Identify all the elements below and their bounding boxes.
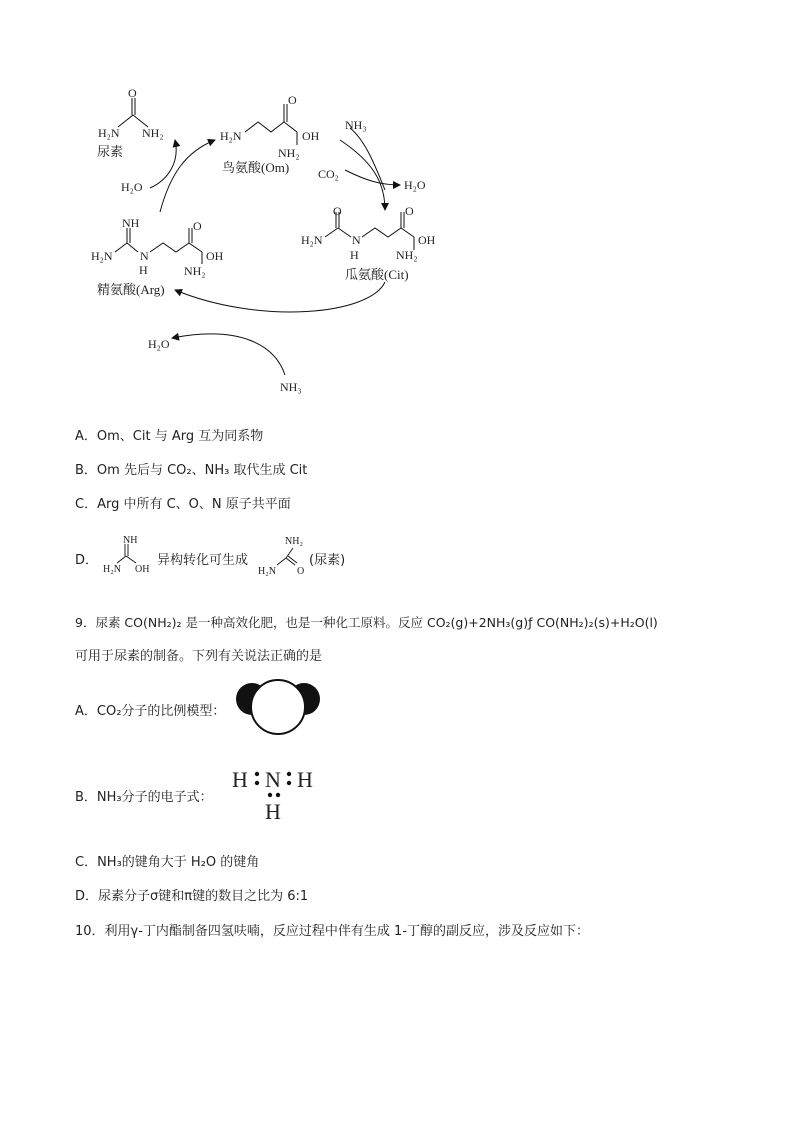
- h2o-label-left: H₂O: [121, 180, 143, 194]
- cit-label: 瓜氨酸(Cit): [345, 267, 409, 282]
- cit-o-atom-1: O: [333, 204, 342, 218]
- arg-h2n-group: H₂N: [91, 249, 113, 263]
- ornithine-structure: [245, 104, 297, 145]
- option-text: Om 先后与 CO₂、NH₃ 取代生成 Cit: [96, 463, 308, 478]
- urea-label: 尿素: [97, 144, 124, 159]
- q9-option-c: [75, 851, 259, 870]
- arg-nh-group: NH: [122, 216, 140, 230]
- arg-n-atom: N: [140, 249, 149, 263]
- arg-o-atom: O: [193, 219, 202, 233]
- nh3-h-right: H: [297, 767, 313, 792]
- urea-d-h2n-group: H₂N: [258, 566, 276, 577]
- nh3-electron-formula: [230, 762, 325, 827]
- option-letter: B．: [75, 790, 97, 805]
- arg-h-atom: H: [139, 263, 148, 277]
- cit-oh-group: OH: [418, 233, 436, 247]
- cit-h2n-group: H₂N: [301, 233, 323, 247]
- q8-option-c: [75, 493, 291, 512]
- option-letter: C．: [75, 497, 98, 512]
- cit-to-arg-arrow: [175, 282, 385, 312]
- arg-oh-group: OH: [206, 249, 224, 263]
- q10-stem: 10．利用γ-丁内酯制备四氢呋喃，反应过程中伴有生成 1-丁醇的副反应，涉及反应如下：: [75, 924, 590, 939]
- nh3-to-h2o-arrow: [172, 334, 285, 375]
- urea-d-nh2-group: NH₂: [285, 536, 303, 547]
- urea-structure: [118, 98, 148, 127]
- isourea-structure: [95, 532, 160, 577]
- arg-label: 精氨酸(Arg): [97, 282, 165, 297]
- nh3-label-bottom: NH₃: [280, 380, 302, 394]
- q8-option-d-text: 异构转化可生成: [157, 553, 249, 568]
- q9-stem-line2: 可用于尿素的制备。下列有关说法正确的是: [75, 649, 323, 664]
- q8-option-d-suffix: (尿素): [309, 553, 346, 568]
- option-letter: B．: [75, 463, 97, 478]
- co2-space-filling-model: [232, 677, 327, 739]
- q9-stem-line1: 9．尿素 CO(NH₂)₂ 是一种高效化肥，也是一种化工原料。反应 CO₂(g)+2NH₃(g)ƒ CO(NH₂)₂(s)+H₂O(l): [75, 615, 658, 630]
- cit-n-atom: N: [352, 233, 361, 247]
- cit-nh2-group: NH₂: [396, 248, 418, 262]
- arg-nh2-group: NH₂: [184, 264, 206, 278]
- nh3-n-center: N: [265, 767, 281, 792]
- nh3-label-top: NH₃: [345, 118, 367, 132]
- om-nh2-group: NH₂: [278, 146, 300, 160]
- om-o-atom: O: [288, 93, 297, 107]
- q9-option-a: [75, 700, 225, 719]
- option-text: NH₃的键角大于 H₂O 的键角: [97, 855, 260, 870]
- urea-nh2-group: NH₂: [142, 126, 164, 140]
- nh3-in-arrow: [350, 128, 385, 190]
- option-text: 尿素分子σ键和π键的数目之比为 6:1: [98, 889, 309, 904]
- nh3-h-bottom: H: [265, 799, 281, 824]
- arginine-structure: [115, 228, 202, 264]
- om-to-cit-arrow: [340, 140, 385, 210]
- urea-o-atom: O: [128, 86, 137, 100]
- q8-option-a: [75, 425, 263, 444]
- h2o-out-arrow-top: [345, 170, 400, 185]
- urea-structure-option-d: [255, 530, 310, 580]
- h2o-label-right: H₂O: [404, 178, 426, 192]
- option-letter: A．: [75, 429, 97, 444]
- q8-option-b: [75, 459, 307, 478]
- om-oh-group: OH: [302, 129, 320, 143]
- isourea-h2n-group: H₂N: [103, 564, 121, 575]
- q9-option-d: [75, 885, 308, 904]
- option-letter: C．: [75, 855, 98, 870]
- isourea-nh-group: NH: [123, 535, 138, 546]
- om-label: 鸟氨酸(Om): [222, 160, 290, 175]
- q8-option-d-letter: D．: [75, 553, 99, 568]
- q9-option-b: [75, 786, 213, 805]
- h2o-to-urea-arrow: [150, 140, 176, 188]
- option-text: CO₂分子的比例模型：: [96, 704, 226, 719]
- cit-h-atom: H: [350, 248, 359, 262]
- h2o-label-bottom: H₂O: [148, 337, 170, 351]
- nh3-h-left: H: [232, 767, 248, 792]
- cit-o-atom-2: O: [405, 204, 414, 218]
- urea-d-o-atom: O: [297, 566, 305, 577]
- isourea-oh-group: OH: [135, 564, 150, 575]
- urea-h2n-group: H₂N: [98, 126, 120, 140]
- option-text: Arg 中所有 C、O、N 原子共平面: [97, 497, 291, 512]
- co2-label: CO₂: [318, 167, 339, 181]
- om-h2n-group: H₂N: [220, 129, 242, 143]
- urea-cycle-diagram: [0, 0, 794, 410]
- option-text: NH₃分子的电子式：: [96, 790, 213, 805]
- option-text: Om、Cit 与 Arg 互为同系物: [96, 429, 264, 444]
- arg-to-om-arrow: [160, 140, 215, 212]
- option-letter: D．: [75, 889, 99, 904]
- option-letter: A．: [75, 704, 97, 719]
